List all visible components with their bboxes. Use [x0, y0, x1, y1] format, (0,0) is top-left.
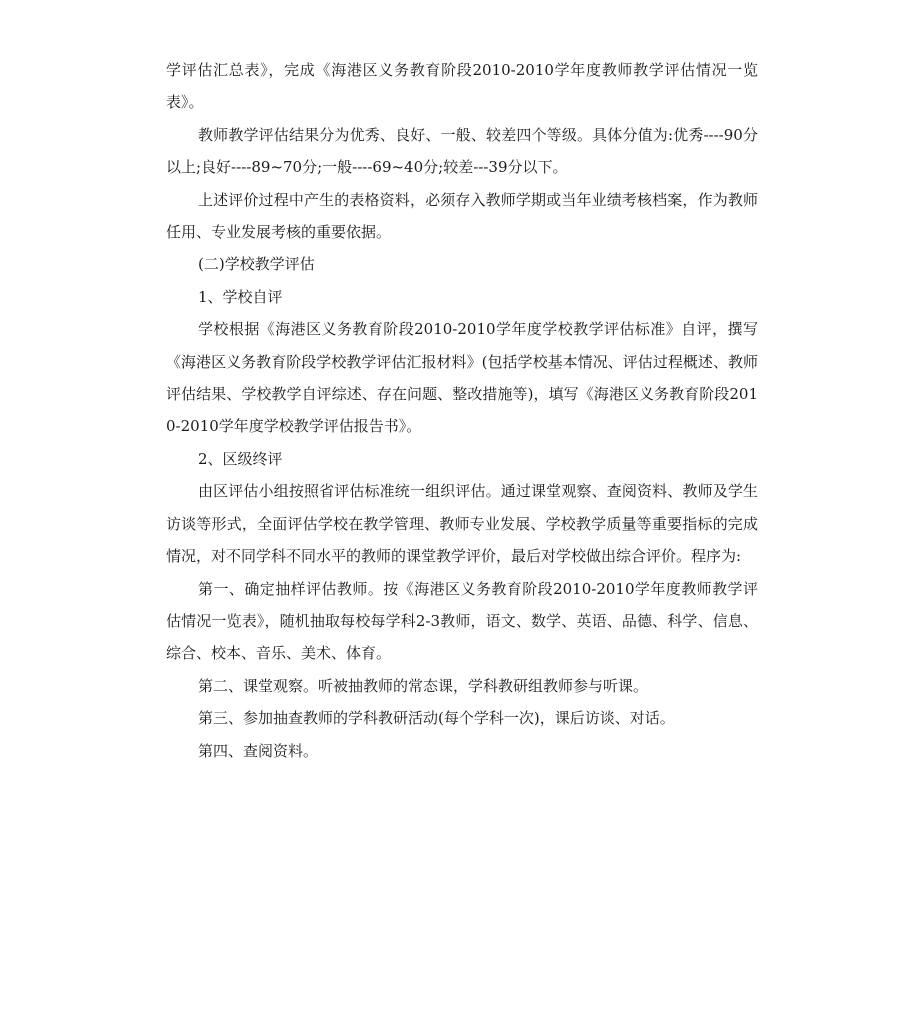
subheading-district-final-evaluation: 2、区级终评 [198, 449, 283, 468]
paragraph-self-evaluation: 学校根据《海港区义务教育阶段2010-2010学年度学校教学评估标准》自评，撰写《海港区义务教育阶段学校教学评估汇报材料》(包括学校基本情况、评估过程概述、教师评估结果、学校教学自评综述、存在问题、整改措施等)，填写《海港区义务教育阶段2010-2010学年度学校教学评估报告书》。 [166, 320, 758, 436]
section-heading-school-evaluation: (二)学校教学评估 [198, 255, 315, 274]
paragraph-continuation: 学评估汇总表》，完成《海港区义务教育阶段2010-2010学年度教师教学评估情况一览表》。 [166, 61, 758, 112]
paragraph-district-evaluation: 由区评估小组按照省评估标准统一组织评估。通过课堂观察、查阅资料、教师及学生访谈等形式，全面评估学校在教学管理、教师专业发展、学校教学质量等重要指标的完成情况，对不同学科不同水平的教师的课堂教学评价，最后对学校做出综合评价。程序为: [166, 482, 758, 566]
paragraph-step-four: 第四、查阅资料。 [198, 741, 319, 760]
document-body [166, 54, 758, 767]
subheading-school-self-evaluation: 1、学校自评 [198, 287, 283, 306]
paragraph-step-one: 第一、确定抽样评估教师。按《海港区义务教育阶段2010-2010学年度教师教学评估情况一览表》，随机抽取每校每学科2-3教师，语文、数学、英语、品德、科学、信息、综合、校本、音乐、美术、体育。 [166, 579, 758, 663]
paragraph-step-three: 第三、参加抽查教师的学科教研活动(每个学科一次)，课后访谈、对话。 [198, 709, 675, 728]
paragraph-archive-requirement: 上述评价过程中产生的表格资料，必须存入教师学期或当年业绩考核档案，作为教师任用、专业发展考核的重要依据。 [166, 190, 758, 242]
paragraph-step-two: 第二、课堂观察。听被抽教师的常态课，学科教研组教师参与听课。 [198, 676, 649, 695]
paragraph-grading-levels: 教师教学评估结果分为优秀、良好、一般、较差四个等级。具体分值为:优秀----90分以上;良好----89~70分;一般----69~40分;较差---39分以下。 [166, 125, 758, 177]
